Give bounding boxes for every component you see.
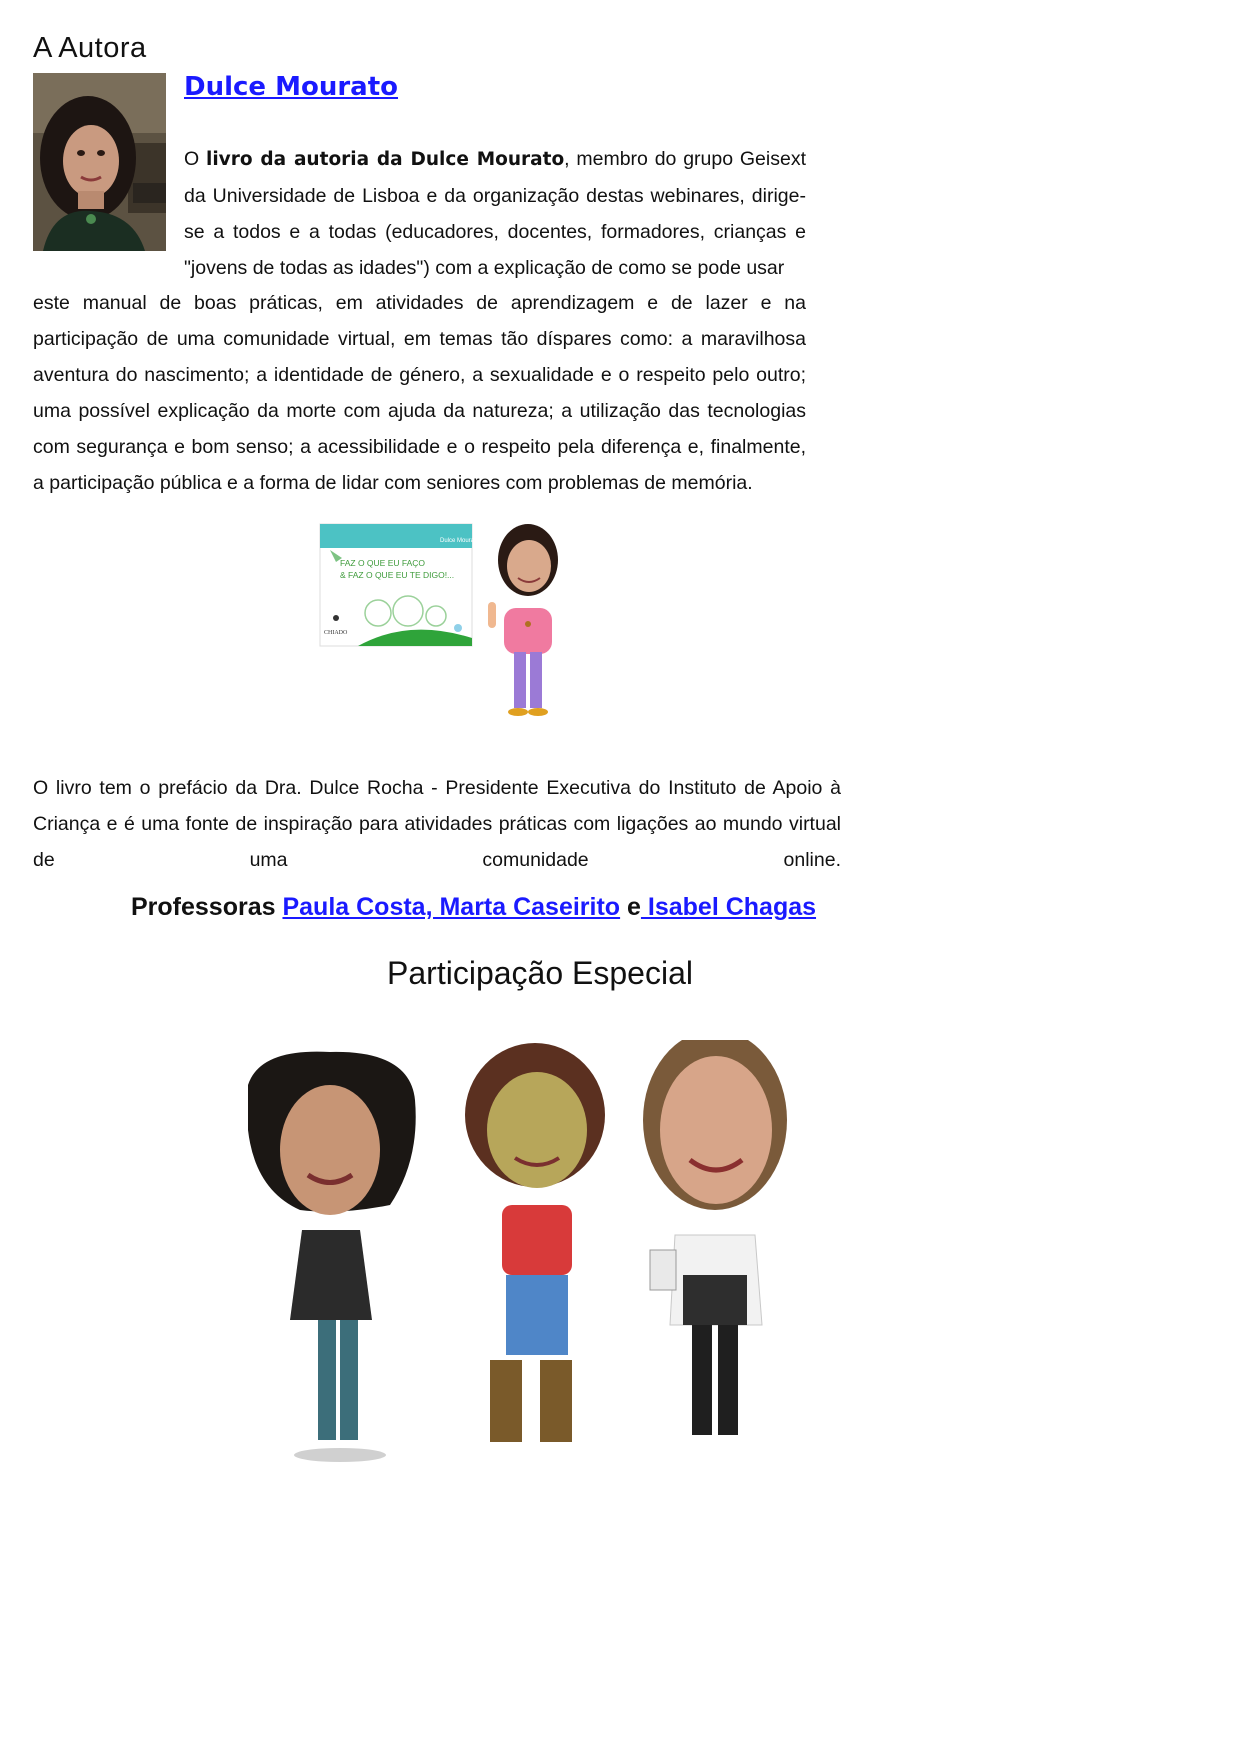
book-cover-title-1: FAZ O QUE EU FAÇO	[340, 558, 426, 568]
body-line: este manual de boas práticas, em atividades de aprendizagem e de lazer e na	[33, 292, 806, 314]
body-line: uma possível explicação da morte com ajuda da natureza; a utilização das tecnologias	[33, 400, 806, 422]
cartoon-figure-middle	[465, 1043, 605, 1442]
book-cover-image	[320, 524, 480, 646]
body-line: com segurança e bom senso; a acessibilidade e o respeito pela diferença e, finalmente,	[33, 436, 806, 458]
author-name-link[interactable]: Dulce Mourato	[184, 72, 399, 102]
professors-prefix: Professoras	[131, 893, 283, 921]
book-cover-publisher: CHIADO	[324, 630, 348, 636]
author-photo	[33, 73, 166, 251]
body-line: a participação pública e a forma de lidar com seniores com problemas de memória.	[33, 472, 753, 494]
author-cartoon	[488, 524, 558, 716]
professors-conjunction: e	[620, 893, 641, 921]
book-cover-title-2: & FAZ O QUE EU TE DIGO!...	[340, 570, 455, 580]
special-participation-illustration	[240, 1040, 820, 1480]
professors-link-chagas[interactable]: Isabel Chagas	[640, 893, 817, 921]
cartoon-figure-right	[643, 1040, 787, 1435]
cartoon-figure-left	[248, 1052, 416, 1462]
book-cover-author: Dulce Mourato	[440, 538, 480, 544]
body-line: aventura do nascimento; a identidade de género, a sexualidade e o respeito pelo outro;	[33, 364, 806, 386]
body-line: participação de uma comunidade virtual, em temas tão díspares como: a maravilhosa	[33, 328, 806, 350]
intro-lead: O	[184, 148, 206, 170]
preface-paragraph	[33, 770, 841, 878]
heading-autora: A Autora	[33, 32, 147, 64]
intro-paragraph	[184, 141, 806, 286]
body-paragraph	[33, 285, 806, 501]
intro-bold: livro da autoria da Dulce Mourato	[205, 149, 565, 170]
preface-line: de uma comunidade online.	[33, 849, 841, 871]
professors-link-costa-caseirito[interactable]: Paula Costa, Marta Caseirito	[282, 893, 621, 921]
special-participation-heading: Participação Especial	[387, 955, 693, 991]
preface-line: Criança e é uma fonte de inspiração para atividades práticas com ligações ao mundo virtual	[33, 813, 841, 835]
preface-line: O livro tem o prefácio da Dra. Dulce Rocha - Presidente Executiva do Instituto de Apoio à	[33, 777, 841, 799]
professors-line	[131, 893, 816, 922]
book-and-author-illustration	[318, 518, 590, 733]
intro-rest: , membro do grupo Geisext da Universidade de Lisboa e da organização destas webinares, dirige-se a todos e a todas (educadores, docentes, formadores, crianças e "jovens de todas as idades") com a explicação de como se pode usar	[184, 148, 806, 279]
